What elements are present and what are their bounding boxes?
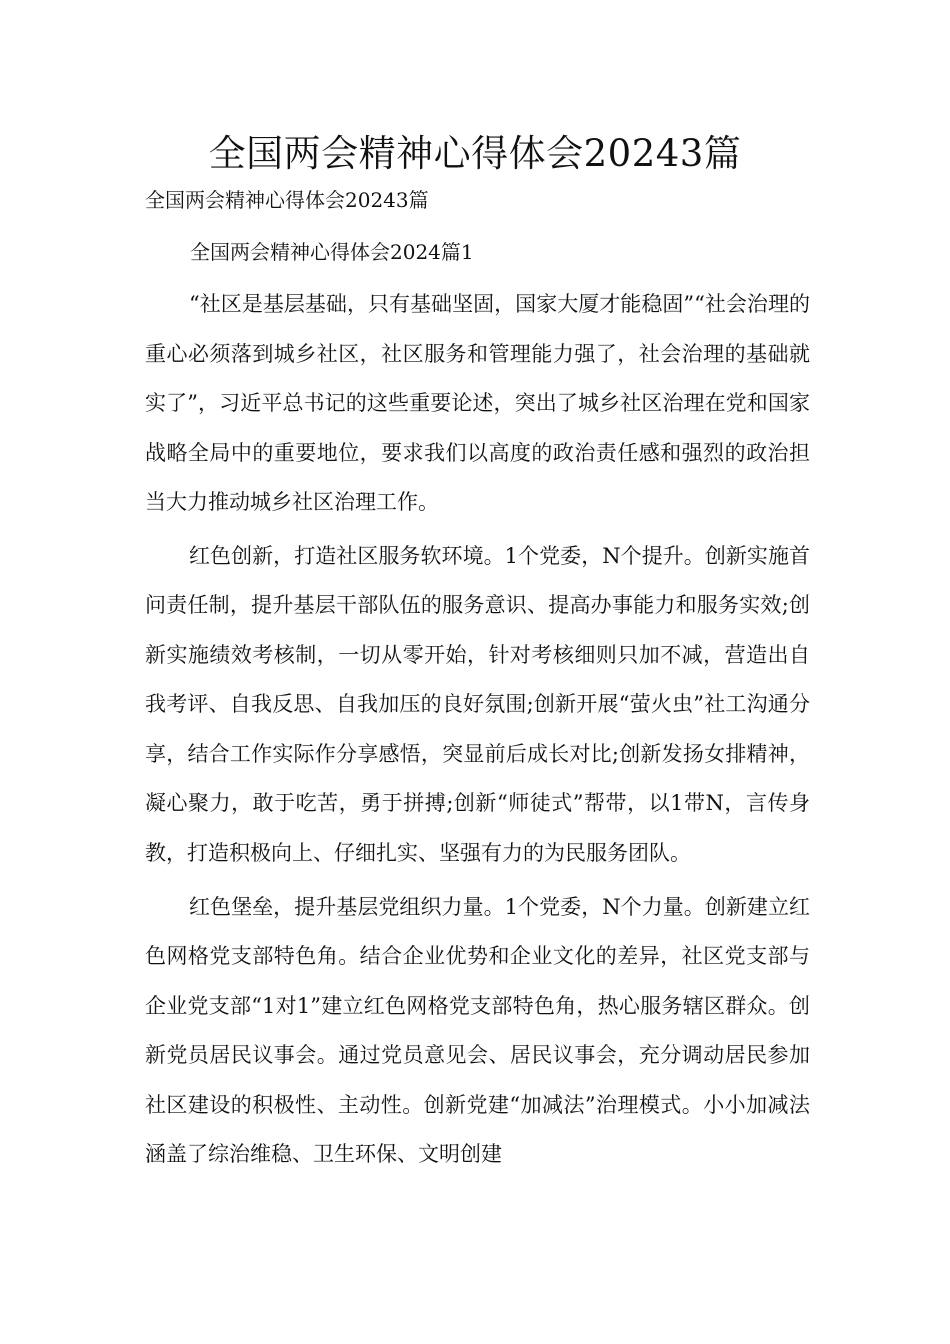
paragraph-2: 红色创新，打造社区服务软环境。1个党委，N个提升。创新实施首问责任制，提升基层干部队伍的服务意识、提高办事能力和服务实效;创新实施绩效考核制，一切从零开始，针对考核细则只加不减，营造出自我考评、自我反思、自我加压的良好氛围;创新开展“萤火虫”社工沟通分享，结合工作实际作分享感悟，突显前后成长对比;创新发扬女排精神，凝心聚力，敢于吃苦，勇于拼搏;创新“师徒式”帮带，以1带N，言传身教，打造积极向上、仔细扎实、坚强有力的为民服务团队。 <box>145 543 810 865</box>
document-body <box>145 280 810 1184</box>
document-title: 全国两会精神心得体会20243篇 <box>208 132 742 175</box>
paragraph-3: 红色堡垒，提升基层党组织力量。1个党委，N个力量。创新建立红色网格党支部特色角。结合企业优势和企业文化的差异，社区党支部与企业党支部“1对1”建立红色网格党支部特色角，热心服务辖区群众。创新党员居民议事会。通过党员意见会、居民议事会，充分调动居民参加社区建设的积极性、主动性。创新党建“加减法”治理模式。小小加减法涵盖了综治维稳、卫生环保、文明创建 <box>145 894 810 1167</box>
document-subtitle: 全国两会精神心得体会20243篇 <box>145 188 429 212</box>
section-heading: 全国两会精神心得体会2024篇1 <box>190 240 474 264</box>
paragraph-1: “社区是基层基础，只有基础坚固，国家大厦才能稳固”“社会治理的重心必须落到城乡社区，社区服务和管理能力强了，社会治理的基础就实了”，习近平总书记的这些重要论述，突出了城乡社区治理在党和国家战略全局中的重要地位，要求我们以高度的政治责任感和强烈的政治担当大力推动城乡社区治理工作。 <box>145 292 810 514</box>
